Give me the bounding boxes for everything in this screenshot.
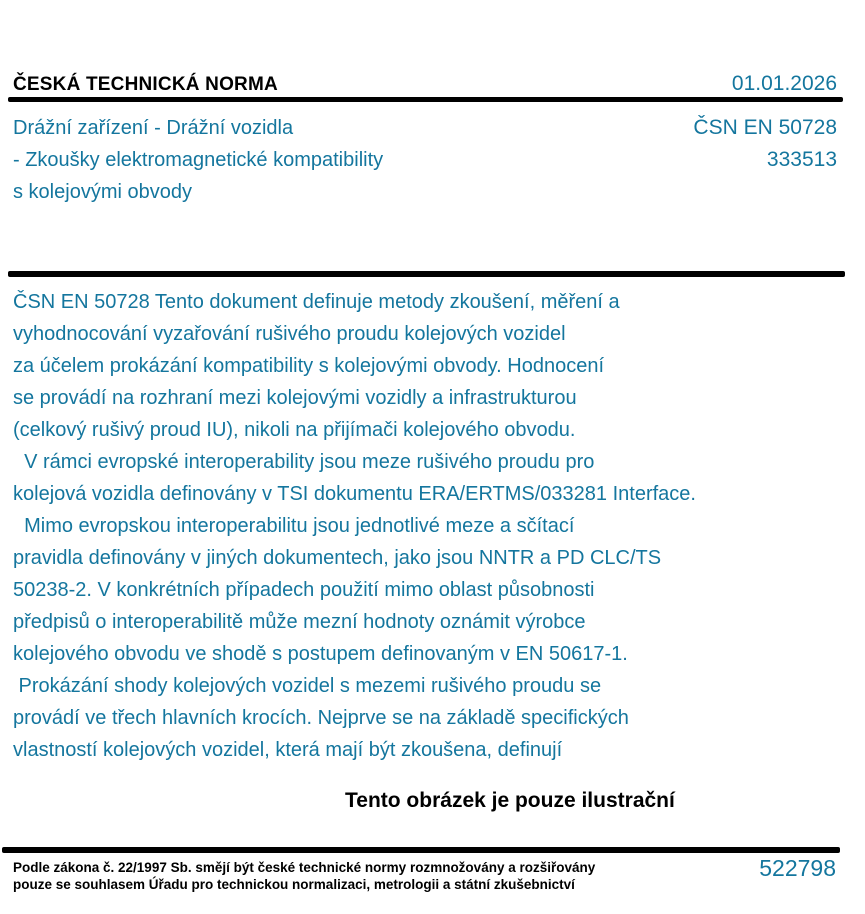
copyright-legal-line: pouze se souhlasem Úřadu pro technickou normalizaci, metrologii a státní zkušebnictví <box>13 876 575 892</box>
copyright-legal-line: Podle zákona č. 22/1997 Sb. smějí být české technické normy rozmnožovány a rozšiřovány <box>13 860 596 875</box>
abstract-text-block <box>13 286 853 766</box>
abstract-line: kolejového obvodu ve shodě s postupem definovaným v EN 50617-1. <box>13 643 628 665</box>
header-divider-rule <box>8 97 843 102</box>
abstract-line: předpisů o interoperabilitě může mezní hodnoty oznámit výrobce <box>13 611 586 633</box>
title-divider-rule <box>8 271 845 277</box>
copyright-legal-notice <box>13 860 595 893</box>
abstract-line: V rámci evropské interoperability jsou meze rušivého proudu pro <box>13 451 595 473</box>
illustration-disclaimer: Tento obrázek je pouze ilustrační <box>345 789 675 812</box>
effective-date: 01.01.2026 <box>731 72 837 95</box>
abstract-line: ČSN EN 50728 Tento dokument definuje metody zkoušení, měření a <box>13 291 620 313</box>
abstract-line: za účelem prokázání kompatibility s kolejovými obvody. Hodnocení <box>13 355 605 377</box>
abstract-line: provádí ve třech hlavních krocích. Nejprve se na základě specifických <box>13 707 629 729</box>
classification-number: 333513 <box>766 148 837 171</box>
order-number: 522798 <box>759 855 836 881</box>
abstract-line: Mimo evropskou interoperabilitu jsou jednotlivé meze a sčítací <box>13 515 575 537</box>
standard-title-line-2: - Zkoušky elektromagnetické kompatibility <box>13 149 384 171</box>
document-type-heading: ČESKÁ TECHNICKÁ NORMA <box>13 74 278 95</box>
standard-title-line-1: Drážní zařízení - Drážní vozidla <box>13 117 294 139</box>
abstract-line: Prokázání shody kolejových vozidel s mezemi rušivého proudu se <box>13 675 602 697</box>
abstract-line: (celkový rušivý proud IU), nikoli na přijímači kolejového obvodu. <box>13 419 576 441</box>
standard-title-line-3: s kolejovými obvody <box>13 181 192 203</box>
abstract-line: se provádí na rozhraní mezi kolejovými vozidly a infrastrukturou <box>13 387 577 409</box>
standard-code: ČSN EN 50728 <box>693 116 837 139</box>
abstract-line: vlastností kolejových vozidel, která mají být zkoušena, definují <box>13 739 563 761</box>
abstract-line: 50238-2. V konkrétních případech použití mimo oblast působnosti <box>13 579 595 601</box>
abstract-line: pravidla definovány v jiných dokumentech, jako jsou NNTR a PD CLC/TS <box>13 547 662 569</box>
footer-divider-rule <box>2 847 840 853</box>
abstract-line: kolejová vozidla definovány v TSI dokumentu ERA/ERTMS/033281 Interface. <box>13 483 696 505</box>
abstract-line: vyhodnocování vyzařování rušivého proudu kolejových vozidel <box>13 323 566 345</box>
